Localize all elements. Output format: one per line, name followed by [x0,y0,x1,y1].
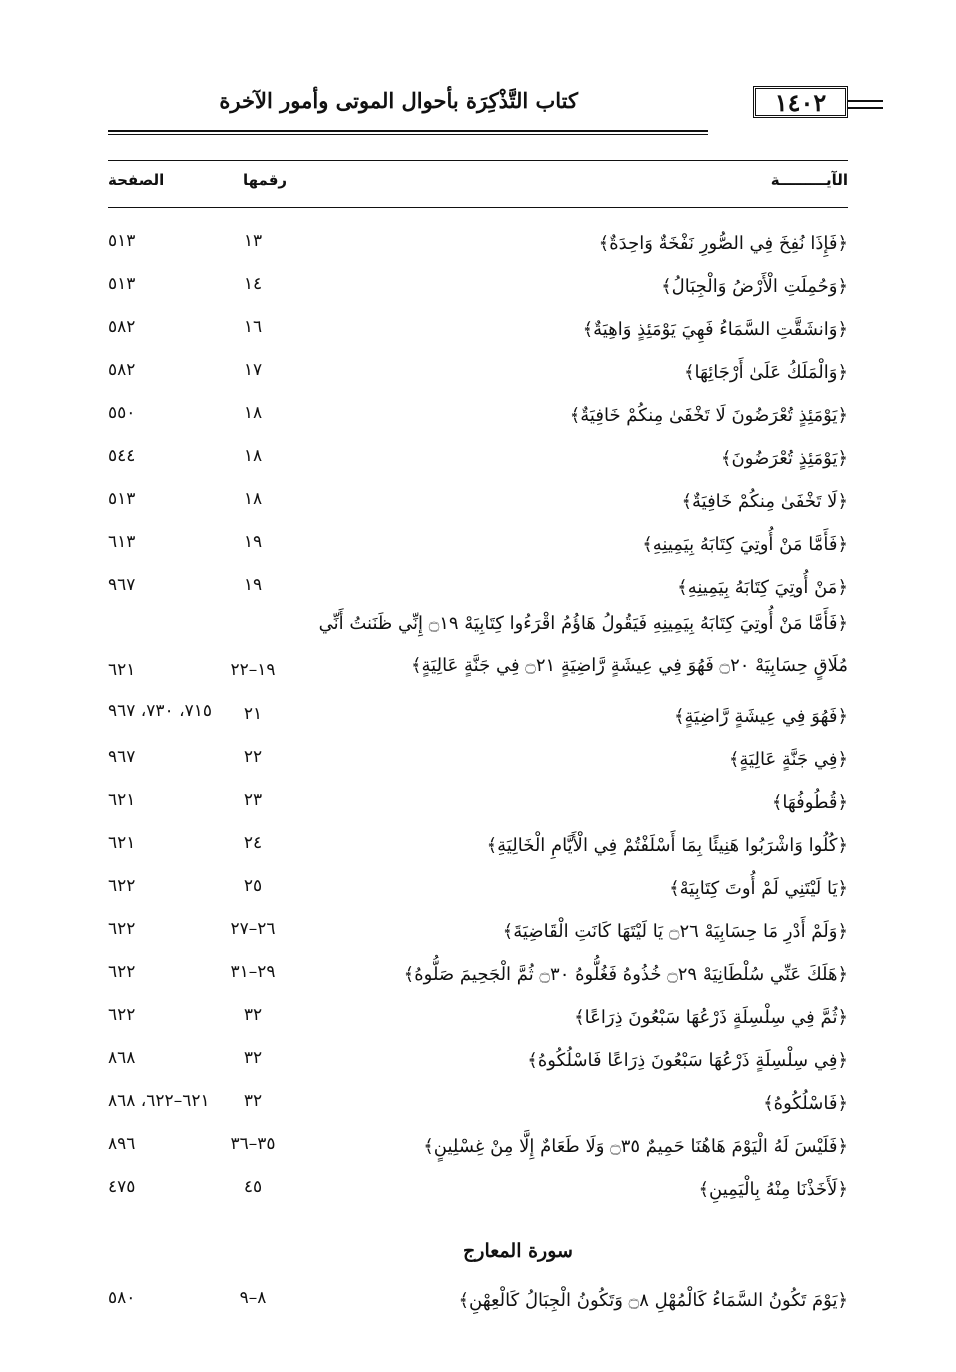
page-reference: ٦٢٢ [108,962,136,982]
index-row [108,433,848,476]
page-reference: ٥٤٤ [108,446,136,466]
page-reference: ٥١٣ [108,231,136,251]
index-row [108,734,848,777]
index-row [108,820,848,863]
ayah-text: ﴿وَانشَقَّتِ السَّمَاءُ فَهِيَ يَوْمَئِذٍ وَاهِيَةٌ﴾ [582,319,848,340]
index-row [108,949,848,992]
page-reference: ٩٦٧ [108,747,136,767]
page-reference: ٩٦٧ [108,575,136,595]
ayah-number: ٢٤ [243,833,263,853]
ayah-text: ﴿فَإِذَا نُفِخَ فِي الصُّورِ نَفْخَةٌ وَاحِدَةٌ﴾ [598,233,848,254]
page-reference: ٦٢١ [108,833,136,853]
page-reference: ٥١٣ [108,274,136,294]
ayah-text: ﴿وَالْمَلَكُ عَلَىٰ أَرْجَائِهَا﴾ [683,362,848,383]
page-reference: ٥٨٢ [108,360,136,380]
ayah-text: ﴿فِي سِلْسِلَةٍ ذَرْعُهَا سَبْعُونَ ذِرَاعًا فَاسْلُكُوهُ﴾ [527,1050,848,1071]
header-rule [108,130,708,132]
index-row [108,1078,848,1121]
ayah-text: ﴿يَوْمَ تَكُونُ السَّمَاءُ كَالْمُهْلِ ۝٨ وَتَكُونُ الْجِبَالُ كَالْعِهْنِ﴾ [458,1290,848,1311]
page-reference: ٦١٣ [108,532,136,552]
index-row [108,519,848,562]
ayah-number: ١٣ [243,231,263,251]
ayah-number: ١٤ [243,274,263,294]
index-row [108,1275,848,1318]
ayah-index-list [108,218,848,1207]
ayah-number: ٢٢ [243,747,263,767]
page-reference: ٥١٣ [108,489,136,509]
ayah-number: ١٧ [243,360,263,380]
ayah-text: ﴿ثُمَّ فِي سِلْسِلَةٍ ذَرْعُهَا سَبْعُونَ ذِرَاعًا﴾ [574,1007,848,1028]
ayah-text: ﴿فَأَمَّا مَنْ أُوتِيَ كِتَابَهُ بِيَمِينِهِ فَيَقُولُ هَاؤُمُ اقْرَءُوا كِتَابِيَهْ ۝١٩ إِنِّي ظَنَنتُ أَنِّي مُلَاقٍ حِسَابِيَهْ ۝٢٠ فَهُوَ فِي عِيشَةٍ رَّاضِيَةٍ ۝٢١ فِي جَنَّةٍ عَالِيَةٍ﴾ [318,613,848,676]
index-row [108,1035,848,1078]
ayah-text: ﴿لَا تَخْفَىٰ مِنكُمْ خَافِيَةٌ﴾ [681,491,848,512]
ayah-text: ﴿يَا لَيْتَنِي لَمْ أُوتَ كِتَابِيَهْ﴾ [669,878,848,899]
index-row [108,1121,848,1164]
ayah-number: ١٨ [243,489,263,509]
ayah-number: ٢٥ [243,876,263,896]
page-reference: ٦٢١ [108,660,136,680]
ayah-number: ١٩ [243,575,263,595]
index-row [108,691,848,734]
book-title: كتاب التَّذْكِرَة بأحوال الموتى وأمور الآخرة [219,88,578,113]
ayah-text: ﴿وَحُمِلَتِ الْأَرْضُ وَالْجِبَالُ﴾ [661,276,848,297]
page-reference: ٨٦٨ [108,1048,136,1068]
ayah-number: ١٨ [243,403,263,423]
page-number: ١٤٠٢ [753,86,848,118]
ayah-text: ﴿مَنْ أُوتِيَ كِتَابَهُ بِيَمِينِهِ﴾ [677,577,848,598]
index-row [108,906,848,949]
ayah-text: ﴿فَاسْلُكُوهُ﴾ [763,1093,848,1114]
page-reference: ٦٢٢ [108,919,136,939]
page-reference: ٥٥٠ [108,403,136,423]
page-reference: ٨٩٦ [108,1134,136,1154]
ayah-number: ٣٢ [243,1005,263,1025]
page-reference: ٤٧٥ [108,1177,136,1197]
index-row [108,1164,848,1207]
index-row [108,777,848,820]
index-row [108,390,848,433]
ayah-text: ﴿لَأَخَذْنَا مِنْهُ بِالْيَمِينِ﴾ [698,1179,848,1200]
ayah-text: ﴿يَوْمَئِذٍ تُعْرَضُونَ لَا تَخْفَىٰ مِنكُمْ خَافِيَةٌ﴾ [569,405,848,426]
surah-heading: سورة المعارج [463,1240,573,1262]
ayah-number: ١٩ [243,532,263,552]
column-header-page: الصفحة [108,171,165,189]
ayah-text: ﴿كُلُوا وَاشْرَبُوا هَنِيئًا بِمَا أَسْلَفْتُمْ فِي الْأَيَّامِ الْخَالِيَةِ﴾ [486,835,848,856]
index-row [108,605,848,691]
index-row [108,218,848,261]
ayah-number: ٢٦–٢٧ [230,919,276,939]
index-row [108,304,848,347]
ayah-text: ﴿فَهُوَ فِي عِيشَةٍ رَّاضِيَةٍ﴾ [673,706,848,727]
ayah-number: ١٨ [243,446,263,466]
index-row [108,863,848,906]
index-row [108,476,848,519]
index-row [108,562,848,605]
page-reference: ٦٢٢ [108,876,136,896]
index-row [108,261,848,304]
page-reference: ٦٢١–٦٢٢، ٨٦٨ [108,1091,210,1111]
ayah-text: ﴿فَأَمَّا مَنْ أُوتِيَ كِتَابَهُ بِيَمِينِهِ﴾ [642,534,848,555]
page-reference: ٦٢١ [108,790,136,810]
ayah-number: ٢١ [243,704,263,724]
ayah-text: ﴿يَوْمَئِذٍ تُعْرَضُونَ﴾ [720,448,848,469]
ayah-number: ٣٥–٣٦ [230,1134,276,1154]
ayah-number: ٣٢ [243,1048,263,1068]
ayah-text: ﴿هَلَكَ عَنِّي سُلْطَانِيَهْ ۝٢٩ خُذُوهُ فَغُلُّوهُ ۝٣٠ ثُمَّ الْجَحِيمَ صَلُّوهُ﴾ [403,964,848,985]
index-row [108,347,848,390]
ayah-number: ٢٣ [243,790,263,810]
surah-ayah-list [108,1275,848,1318]
ayah-number: ١٦ [243,317,263,337]
ayah-text: ﴿فَلَيْسَ لَهُ الْيَوْمَ هَاهُنَا حَمِيمٌ ۝٣٥ وَلَا طَعَامٌ إِلَّا مِنْ غِسْلِينٍ﴾ [423,1136,848,1157]
page-reference: ٦٢٢ [108,1005,136,1025]
column-header-ayah: الآيـــــــــة [770,171,848,189]
ayah-number: ٨–٩ [239,1288,267,1308]
column-headers [108,160,848,208]
ayah-text: ﴿فِي جَنَّةٍ عَالِيَةٍ﴾ [728,749,848,770]
ayah-text: ﴿قُطُوفُهَا﴾ [771,792,848,813]
ayah-number: ١٩–٢٢ [230,660,276,680]
ayah-number: ٤٥ [243,1177,263,1197]
ayah-number: ٣٢ [243,1091,263,1111]
page-reference: ٥٨٢ [108,317,136,337]
column-header-number: رقمها [243,171,288,189]
ayah-text: ﴿وَلَمْ أَدْرِ مَا حِسَابِيَهْ ۝٢٦ يَا لَيْتَهَا كَانَتِ الْقَاضِيَةَ﴾ [502,921,848,942]
ayah-number: ٢٩–٣١ [230,962,276,982]
index-row [108,992,848,1035]
page-reference: ٧١٥، ٧٣٠، ٩٦٧ [108,701,212,721]
running-header [108,78,848,138]
page-reference: ٥٨٠ [108,1288,136,1308]
